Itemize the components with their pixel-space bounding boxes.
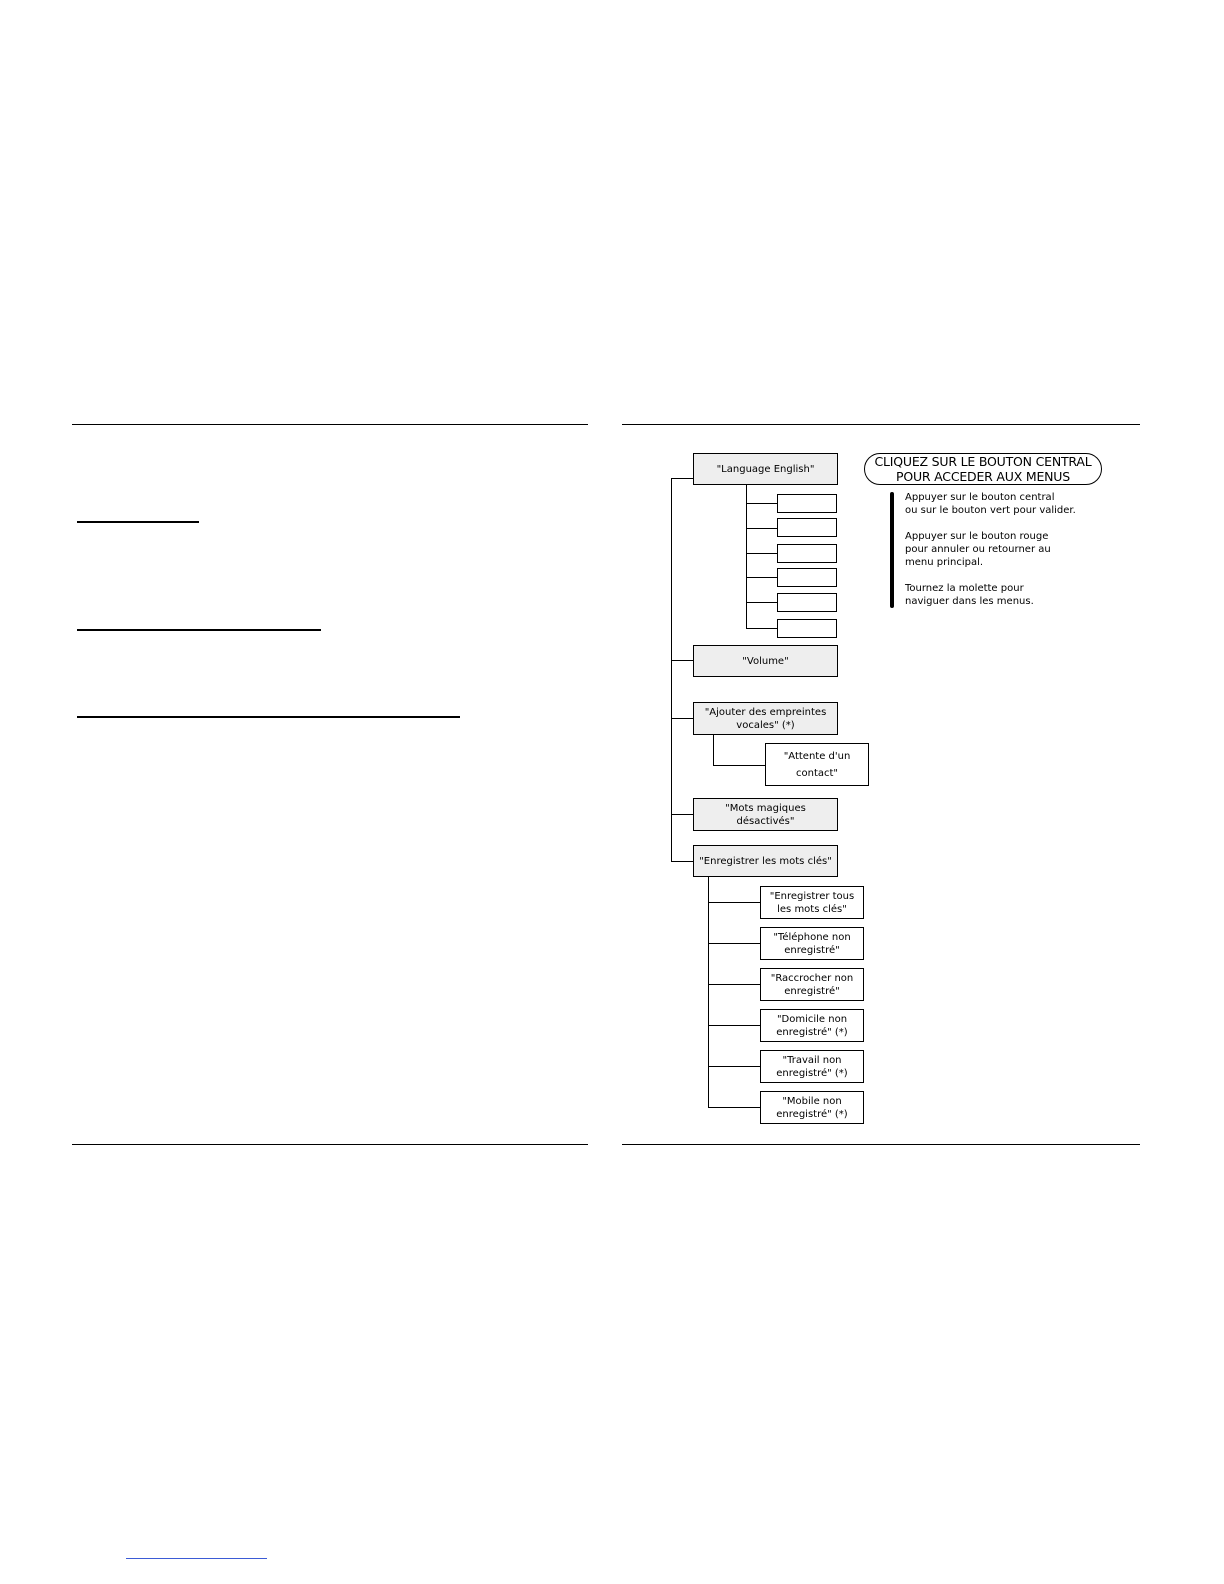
instructions-bar [890, 492, 894, 608]
language-option-1 [777, 494, 837, 513]
language-option-6 [777, 619, 837, 638]
instruction-line: naviguer dans les menus. [905, 596, 1034, 607]
keyword-item-line: enregistré" [784, 944, 840, 956]
tree-branch-language [671, 478, 693, 479]
instruction-line: pour annuler ou retourner au [905, 544, 1051, 555]
language-option-2 [777, 518, 837, 537]
record-sub-branch [708, 1107, 760, 1108]
keyword-item [760, 1009, 864, 1042]
record-sub-branch [708, 984, 760, 985]
language-sub-trunk [746, 485, 747, 628]
instruction-line: ou sur le bouton vert pour valider. [905, 505, 1076, 516]
right-page-bottom-rule [622, 1144, 1140, 1145]
menu-voiceprints-line2: vocales" (*) [736, 719, 795, 731]
record-sub-branch [708, 902, 760, 903]
record-keywords-label: "Enregistrer les mots clés" [699, 855, 832, 867]
menu-access-header [864, 453, 1102, 485]
left-page-top-rule [72, 424, 588, 425]
right-page-top-rule [622, 424, 1140, 425]
record-sub-branch [708, 943, 760, 944]
menu-volume [693, 645, 838, 677]
magic-words-line1: "Mots magiques [725, 802, 806, 814]
keyword-item-line: "Téléphone non [773, 931, 851, 943]
record-sub-branch [708, 1066, 760, 1067]
instruction-line: Appuyer sur le bouton central [905, 492, 1055, 503]
record-sub-branch [708, 1025, 760, 1026]
keyword-item-line: "Raccrocher non [770, 972, 854, 984]
instruction-line: Appuyer sur le bouton rouge [905, 531, 1049, 542]
waiting-contact-line1: "Attente d'un [783, 750, 851, 762]
keyword-item-line: "Domicile non [776, 1013, 848, 1025]
tree-branch-voiceprints [671, 718, 693, 719]
language-option-4 [777, 568, 837, 587]
keyword-item [760, 886, 864, 919]
waiting-contact-line2: contact" [795, 767, 839, 779]
header-line1: CLIQUEZ SUR LE BOUTON CENTRAL [874, 454, 1092, 469]
language-sub-branch [746, 577, 777, 578]
menu-language-english [693, 453, 838, 485]
keyword-item-line: "Travail non [782, 1054, 842, 1066]
instruction-validate [905, 491, 1076, 517]
keyword-item [760, 927, 864, 960]
menu-voiceprints-line1: "Ajouter des empreintes [704, 706, 827, 718]
keyword-item-line: enregistré" (*) [776, 1067, 848, 1079]
keyword-item-line: les mots clés" [777, 903, 847, 915]
language-sub-branch [746, 602, 777, 603]
keyword-item-line: enregistré" [784, 985, 840, 997]
heading-underline-2 [77, 629, 321, 631]
menu-waiting-contact [765, 743, 869, 786]
tree-main-trunk [671, 478, 672, 861]
language-option-5 [777, 593, 837, 612]
menu-record-keywords [693, 845, 838, 877]
keyword-item [760, 1050, 864, 1083]
header-line2: POUR ACCEDER AUX MENUS [895, 469, 1070, 484]
menu-language-label: "Language English" [716, 463, 815, 475]
record-sub-trunk [708, 876, 709, 1107]
heading-underline-1 [77, 521, 199, 523]
tree-branch-volume [671, 660, 693, 661]
instruction-line: menu principal. [905, 557, 984, 568]
instruction-navigate [905, 582, 1034, 608]
language-sub-branch [746, 628, 777, 629]
language-sub-branch [746, 503, 777, 504]
menu-volume-label: "Volume" [742, 655, 789, 667]
tree-branch-record [671, 861, 693, 862]
language-sub-branch [746, 528, 777, 529]
heading-underline-3 [77, 716, 460, 718]
voiceprints-sub-branch [713, 765, 765, 766]
instruction-cancel [905, 530, 1051, 569]
keyword-item-line: enregistré" (*) [776, 1026, 848, 1038]
keyword-item [760, 1091, 864, 1124]
tree-branch-magic [671, 814, 693, 815]
keyword-item-line: "Mobile non [782, 1095, 842, 1107]
footer-link-underline [126, 1558, 267, 1559]
keyword-item-line: "Enregistrer tous [769, 890, 855, 902]
language-sub-branch [746, 553, 777, 554]
keyword-item [760, 968, 864, 1001]
keyword-item-line: enregistré" (*) [776, 1108, 848, 1120]
instruction-line: Tournez la molette pour [905, 583, 1024, 594]
menu-magic-words [693, 798, 838, 831]
magic-words-line2: désactivés" [736, 815, 795, 827]
voiceprints-sub-trunk [713, 734, 714, 765]
left-page-bottom-rule [72, 1144, 588, 1145]
language-option-3 [777, 544, 837, 563]
menu-add-voiceprints [693, 702, 838, 735]
